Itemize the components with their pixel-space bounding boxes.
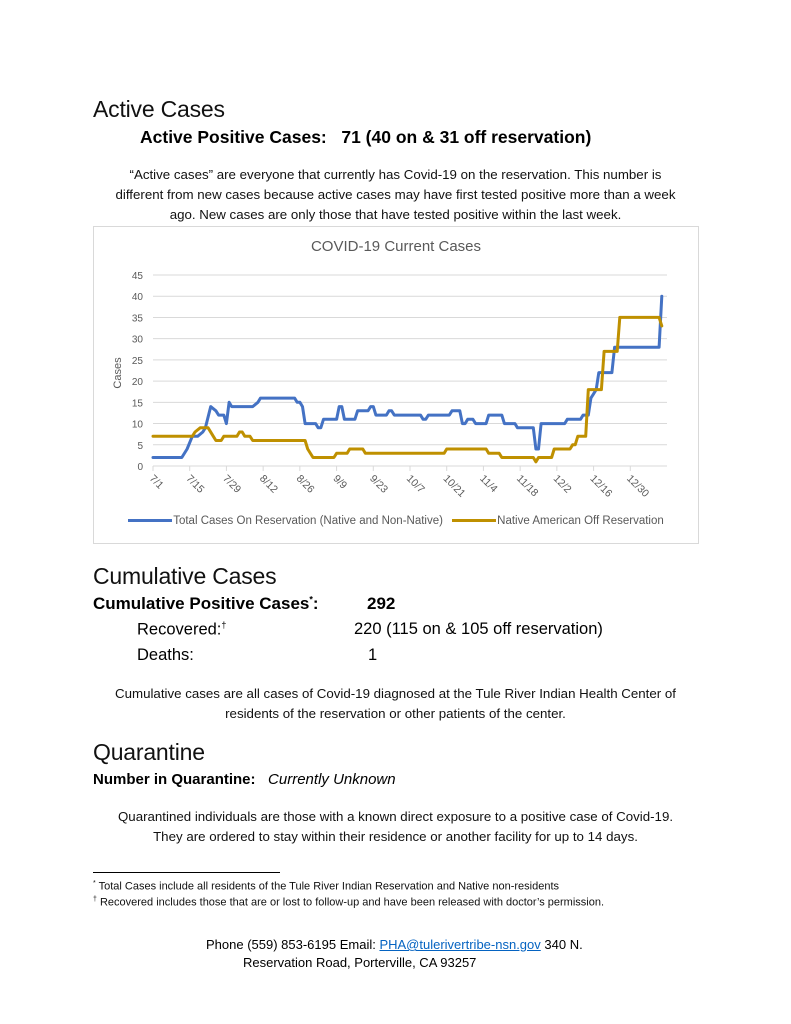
- desc-line: residents of the reservation or other patients of the center.: [225, 706, 566, 721]
- y-tick-label: 5: [137, 440, 143, 452]
- footer-address-part1: 340 N.: [540, 937, 583, 952]
- y-tick-label: 25: [131, 355, 143, 367]
- legend-item-on-reservation: [128, 515, 443, 527]
- x-tick-label: 7/1: [146, 472, 166, 492]
- y-tick-label: 15: [131, 398, 143, 410]
- y-tick-label: 10: [131, 419, 143, 431]
- y-tick-label: 35: [131, 313, 143, 325]
- x-tick-label: 9/9: [330, 472, 350, 492]
- y-axis-label: Cases: [112, 357, 124, 389]
- active-positive-summary: [140, 127, 591, 148]
- y-tick-label: 45: [131, 271, 143, 282]
- x-tick-label: 12/2: [550, 472, 574, 496]
- active-cases-heading: Active Cases: [93, 96, 225, 122]
- legend-label: Native American Off Reservation: [497, 515, 664, 527]
- y-tick-label: 30: [131, 334, 143, 346]
- x-tick-label: 10/7: [403, 472, 427, 496]
- footnote-2: [93, 896, 604, 909]
- email-link[interactable]: PHA@tulerivertribe-nsn.gov: [379, 937, 541, 952]
- y-tick-label: 20: [131, 377, 143, 389]
- desc-line: “Active cases” are everyone that currently has Covid-19 on the reservation. This number is: [129, 167, 662, 182]
- quarantine-number-label: Number in Quarantine:: [93, 771, 256, 788]
- deaths-label: Deaths:: [137, 646, 194, 664]
- footer-phone: Phone (559) 853-6195 Email:: [206, 937, 380, 952]
- x-tick-label: 11/18: [514, 472, 541, 500]
- quarantine-number-row: [93, 771, 396, 788]
- cumulative-positive-row: [93, 594, 319, 614]
- desc-line: Quarantined individuals are those with a known direct exposure to a positive case of Covid-19.: [117, 809, 674, 824]
- deaths-value: 1: [368, 646, 378, 664]
- recovered-value: 220 (115 on & 105 off reservation): [354, 620, 603, 638]
- x-tick-label: 12/16: [587, 472, 615, 500]
- x-tick-label: 9/23: [367, 472, 391, 496]
- quarantine-description: [80, 807, 711, 847]
- cumulative-positive-value: 292: [367, 594, 396, 613]
- desc-line: different from new cases because active cases may have first tested positive more than a week: [115, 187, 676, 202]
- footer-contact-line-1: [206, 937, 583, 952]
- active-positive-label: Active Positive Cases:: [140, 127, 327, 147]
- chart-title: COVID-19 Current Cases: [310, 238, 482, 255]
- footnote-marker-asterisk: *: [309, 594, 313, 605]
- x-tick-label: 7/29: [220, 472, 244, 496]
- quarantine-number-value: Currently Unknown: [268, 771, 396, 788]
- y-axis-ticks: [132, 271, 144, 473]
- desc-line: ago. New cases are only those that have tested positive within the last week.: [169, 207, 622, 222]
- desc-line: Cumulative cases are all cases of Covid-19 diagnosed at the Tule River Indian Health Center of: [115, 686, 676, 701]
- footnote-text: Total Cases include all residents of the Tule River Indian Reservation and Native non-residents: [98, 880, 560, 893]
- x-tick-label: 8/12: [257, 472, 280, 496]
- cumulative-positive-label: Cumulative Positive Cases: [93, 594, 310, 613]
- colon: :: [312, 594, 319, 613]
- legend-item-off-reservation: [452, 515, 664, 527]
- y-tick-label: 40: [131, 292, 143, 304]
- footnote-marker: †: [93, 896, 97, 903]
- x-tick-label: 10/21: [440, 472, 468, 500]
- active-cases-description: [80, 165, 711, 225]
- chart-series: [153, 296, 662, 462]
- recovered-label-row: [137, 620, 226, 640]
- x-tick-label: 11/4: [477, 472, 500, 496]
- x-tick-label: 12/30: [624, 472, 652, 500]
- footnote-text: Recovered includes those that are or lost to follow-up and have been released with doctor’s permission.: [99, 896, 605, 909]
- recovered-label: Recovered:: [137, 620, 222, 639]
- x-tick-label: 8/26: [293, 472, 317, 496]
- covid-current-cases-chart: [93, 226, 699, 544]
- active-positive-value: 71 (40 on & 31 off reservation): [341, 127, 592, 147]
- legend-swatch-blue: [128, 519, 172, 522]
- footer-address-line-2: Reservation Road, Porterville, CA 93257: [243, 955, 477, 970]
- cumulative-cases-heading: Cumulative Cases: [93, 563, 277, 589]
- chart-legend: [94, 515, 698, 527]
- footnote-separator: [93, 872, 280, 873]
- footnote-marker: *: [93, 880, 96, 887]
- cumulative-description: [80, 684, 711, 724]
- x-axis-ticks: [147, 466, 651, 500]
- y-tick-label: 0: [137, 462, 143, 473]
- x-tick-label: 7/15: [183, 472, 207, 496]
- legend-swatch-gold: [452, 519, 496, 522]
- footnote-1: [93, 880, 559, 893]
- desc-line: They are ordered to stay within their residence or another facility for up to 14 days.: [153, 829, 638, 844]
- chart-plot: [94, 227, 698, 543]
- footnote-marker-dagger: †: [221, 620, 227, 630]
- quarantine-heading: Quarantine: [93, 739, 205, 765]
- legend-label: Total Cases On Reservation (Native and Non-Native): [173, 515, 443, 527]
